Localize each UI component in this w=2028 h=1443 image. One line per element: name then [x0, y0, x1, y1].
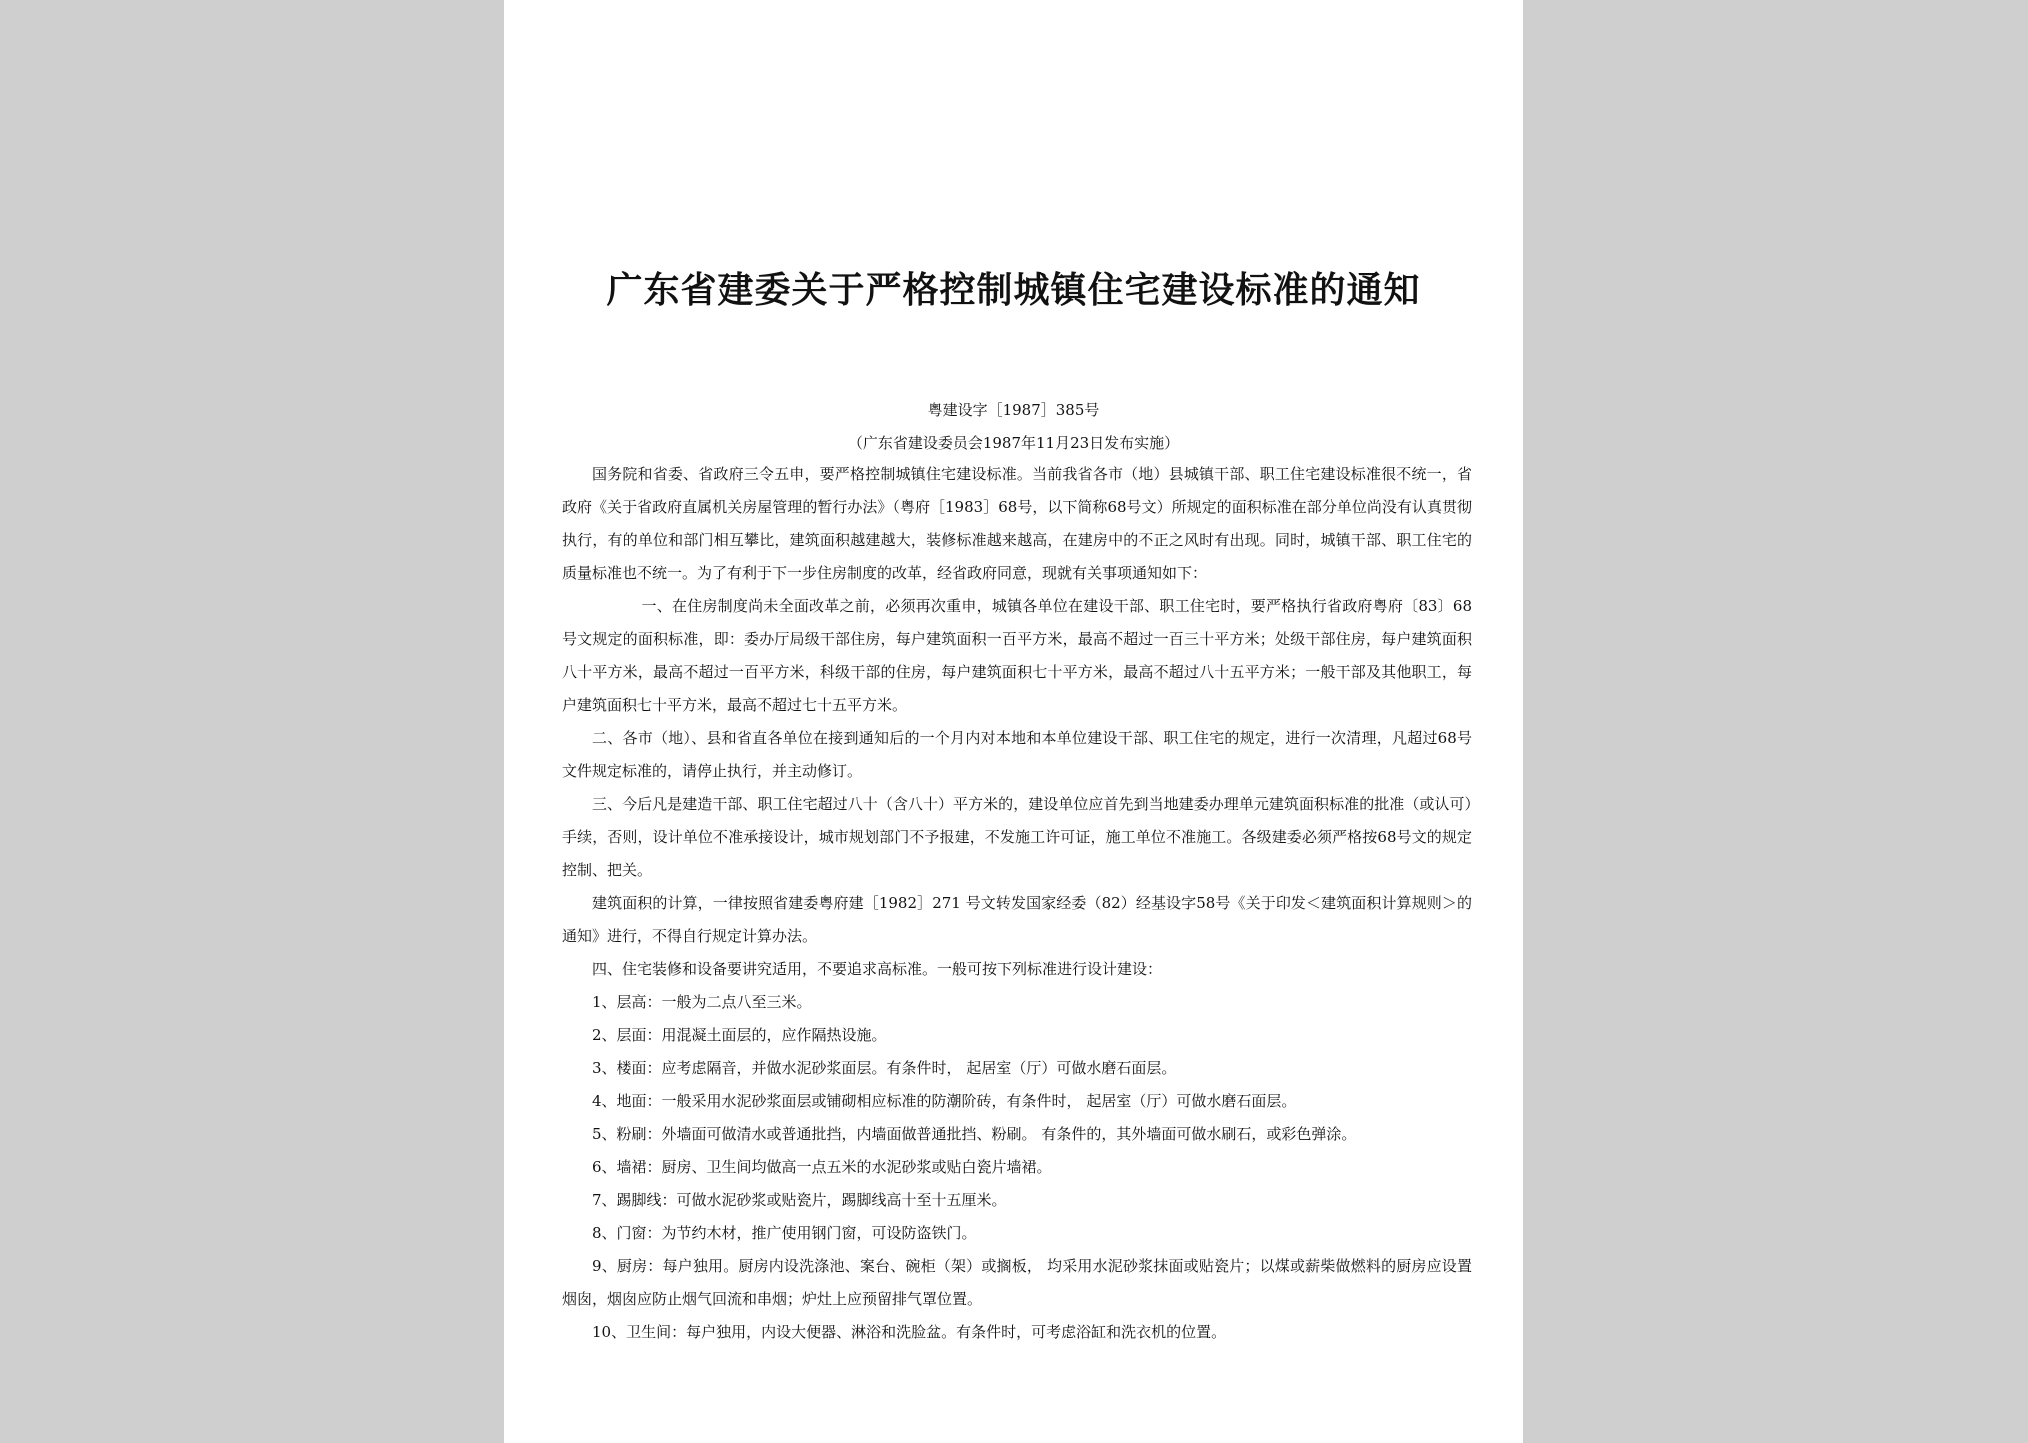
list-item: 1、层高：一般为二点八至三米。 [592, 993, 812, 1011]
list-item: 9、厨房：每户独用。厨房内设洗涤池、案台、碗柜（架）或搁板， 均采用水泥砂浆抹面或贴瓷片；以煤或薪柴做燃料的厨房应设置烟囱，烟囱应防止烟气回流和串烟；炉灶上应预留排气罩位置。 [562, 1257, 1472, 1308]
paragraph: 二、各市（地）、县和省直各单位在接到通知后的一个月内对本地和本单位建设干部、职工住宅的规定，进行一次清理，凡超过68号文件规定标准的，请停止执行，并主动修订。 [562, 729, 1472, 780]
list-item: 7、踢脚线：可做水泥砂浆或贴瓷片，踢脚线高十至十五厘米。 [592, 1191, 1007, 1209]
list-item: 6、墙裙：厨房、卫生间均做高一点五米的水泥砂浆或贴白瓷片墙裙。 [592, 1158, 1052, 1176]
list-item: 5、粉刷：外墙面可做清水或普通批挡，内墙面做普通批挡、粉刷。 有条件的，其外墙面可做水刷石，或彩色弹涂。 [592, 1125, 1357, 1143]
list-item: 10、卫生间：每户独用，内设大便器、淋浴和洗脸盆。有条件时，可考虑浴缸和洗衣机的位置。 [592, 1323, 1227, 1341]
paragraph: 国务院和省委、省政府三令五申，要严格控制城镇住宅建设标准。当前我省各市（地）县城镇干部、职工住宅建设标准很不统一，省政府《关于省政府直属机关房屋管理的暂行办法》（粤府［1983］68号，以下简称68号文）所规定的面积标准在部分单位尚没有认真贯彻执行，有的单位和部门相互攀比，建筑面积越建越大，装修标准越来越高，在建房中的不正之风时有出现。同时，城镇干部、职工住宅的质量标准也不统一。为了有利于下一步住房制度的改革，经省政府同意，现就有关事项通知如下： [562, 465, 1472, 582]
document-page [504, 0, 1523, 1443]
paragraph: 建筑面积的计算，一律按照省建委粤府建［1982］271 号文转发国家经委（82）经基设字58号《关于印发＜建筑面积计算规则＞的通知》进行，不得自行规定计算办法。 [562, 894, 1472, 945]
list-item: 4、地面：一般采用水泥砂浆面层或铺砌相应标准的防潮阶砖，有条件时， 起居室（厅）可做水磨石面层。 [592, 1092, 1297, 1110]
paragraph: 一、在住房制度尚未全面改革之前，必须再次重申，城镇各单位在建设干部、职工住宅时，要严格执行省政府粤府〔83〕68号文规定的面积标准，即：委办厅局级干部住房，每户建筑面积一百平方米，最高不超过一百三十平方米；处级干部住房，每户建筑面积八十平方米，最高不超过一百平方米，科级干部的住房，每户建筑面积七十平方米，最高不超过八十五平方米；一般干部及其他职工，每户建筑面积七十平方米，最高不超过七十五平方米。 [562, 597, 1472, 714]
document-body [562, 458, 1472, 1349]
list-item: 3、楼面：应考虑隔音，并做水泥砂浆面层。有条件时， 起居室（厅）可做水磨石面层。 [592, 1059, 1177, 1077]
document-title: 广东省建委关于严格控制城镇住宅建设标准的通知 [606, 269, 1421, 311]
document-number: 粤建设字［1987］385号 [927, 401, 1100, 419]
paragraph: 三、今后凡是建造干部、职工住宅超过八十（含八十）平方米的，建设单位应首先到当地建委办理单元建筑面积标准的批准（或认可）手续，否则，设计单位不准承接设计，城市规划部门不予报建，不发施工许可证，施工单位不准施工。各级建委必须严格按68号文的规定控制、把关。 [562, 795, 1472, 879]
paragraph: 四、住宅装修和设备要讲究适用，不要追求高标准。一般可按下列标准进行设计建设： [592, 960, 1163, 978]
list-item: 8、门窗：为节约木材，推广使用钢门窗，可设防盗铁门。 [592, 1224, 977, 1242]
list-item: 2、层面：用混凝土面层的，应作隔热设施。 [592, 1026, 887, 1044]
issuer-line: （广东省建设委员会1987年11月23日发布实施） [847, 434, 1180, 452]
